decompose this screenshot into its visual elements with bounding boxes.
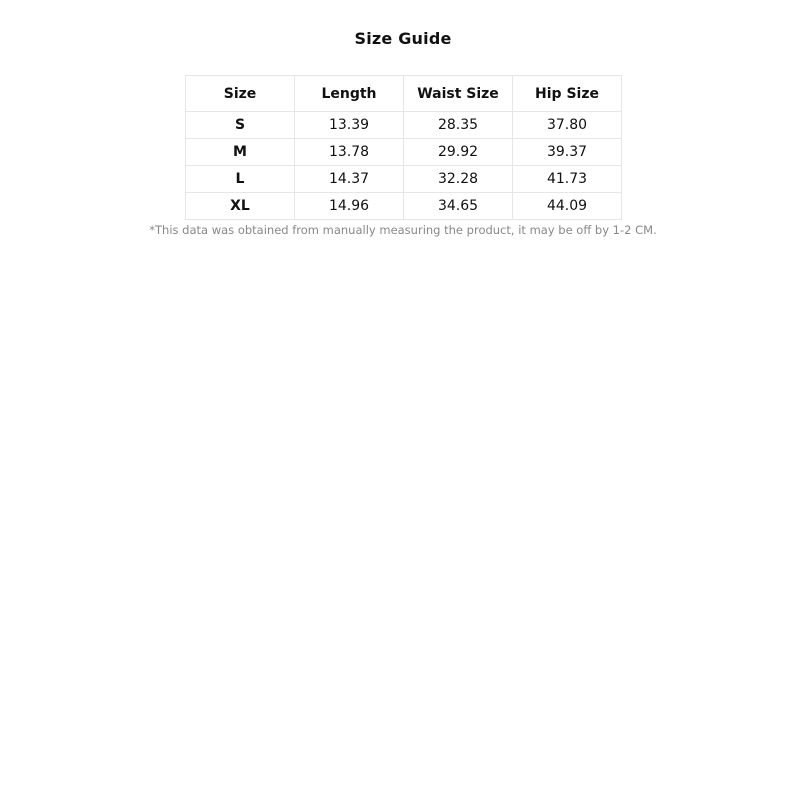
table-row bbox=[186, 112, 622, 139]
column-header-length: Length bbox=[295, 76, 404, 112]
hip-size-cell: 41.73 bbox=[513, 166, 622, 193]
size-cell: S bbox=[186, 112, 295, 139]
column-header-size: Size bbox=[186, 76, 295, 112]
size-cell: M bbox=[186, 139, 295, 166]
hip-size-cell: 39.37 bbox=[513, 139, 622, 166]
table-row bbox=[186, 193, 622, 220]
hip-size-cell: 44.09 bbox=[513, 193, 622, 220]
table-header-row bbox=[186, 76, 622, 112]
hip-size-cell: 37.80 bbox=[513, 112, 622, 139]
waist-size-cell: 32.28 bbox=[404, 166, 513, 193]
waist-size-cell: 34.65 bbox=[404, 193, 513, 220]
table-row bbox=[186, 139, 622, 166]
length-cell: 13.78 bbox=[295, 139, 404, 166]
measurement-disclaimer: *This data was obtained from manually measuring the product, it may be off by 1-2 CM. bbox=[149, 223, 657, 237]
size-cell: XL bbox=[186, 193, 295, 220]
table-row bbox=[186, 166, 622, 193]
length-cell: 13.39 bbox=[295, 112, 404, 139]
size-cell: L bbox=[186, 166, 295, 193]
waist-size-cell: 28.35 bbox=[404, 112, 513, 139]
column-header-hip-size: Hip Size bbox=[513, 76, 622, 112]
column-header-waist-size: Waist Size bbox=[404, 76, 513, 112]
size-guide-table bbox=[185, 75, 622, 220]
length-cell: 14.37 bbox=[295, 166, 404, 193]
page-title: Size Guide bbox=[354, 29, 452, 48]
length-cell: 14.96 bbox=[295, 193, 404, 220]
waist-size-cell: 29.92 bbox=[404, 139, 513, 166]
